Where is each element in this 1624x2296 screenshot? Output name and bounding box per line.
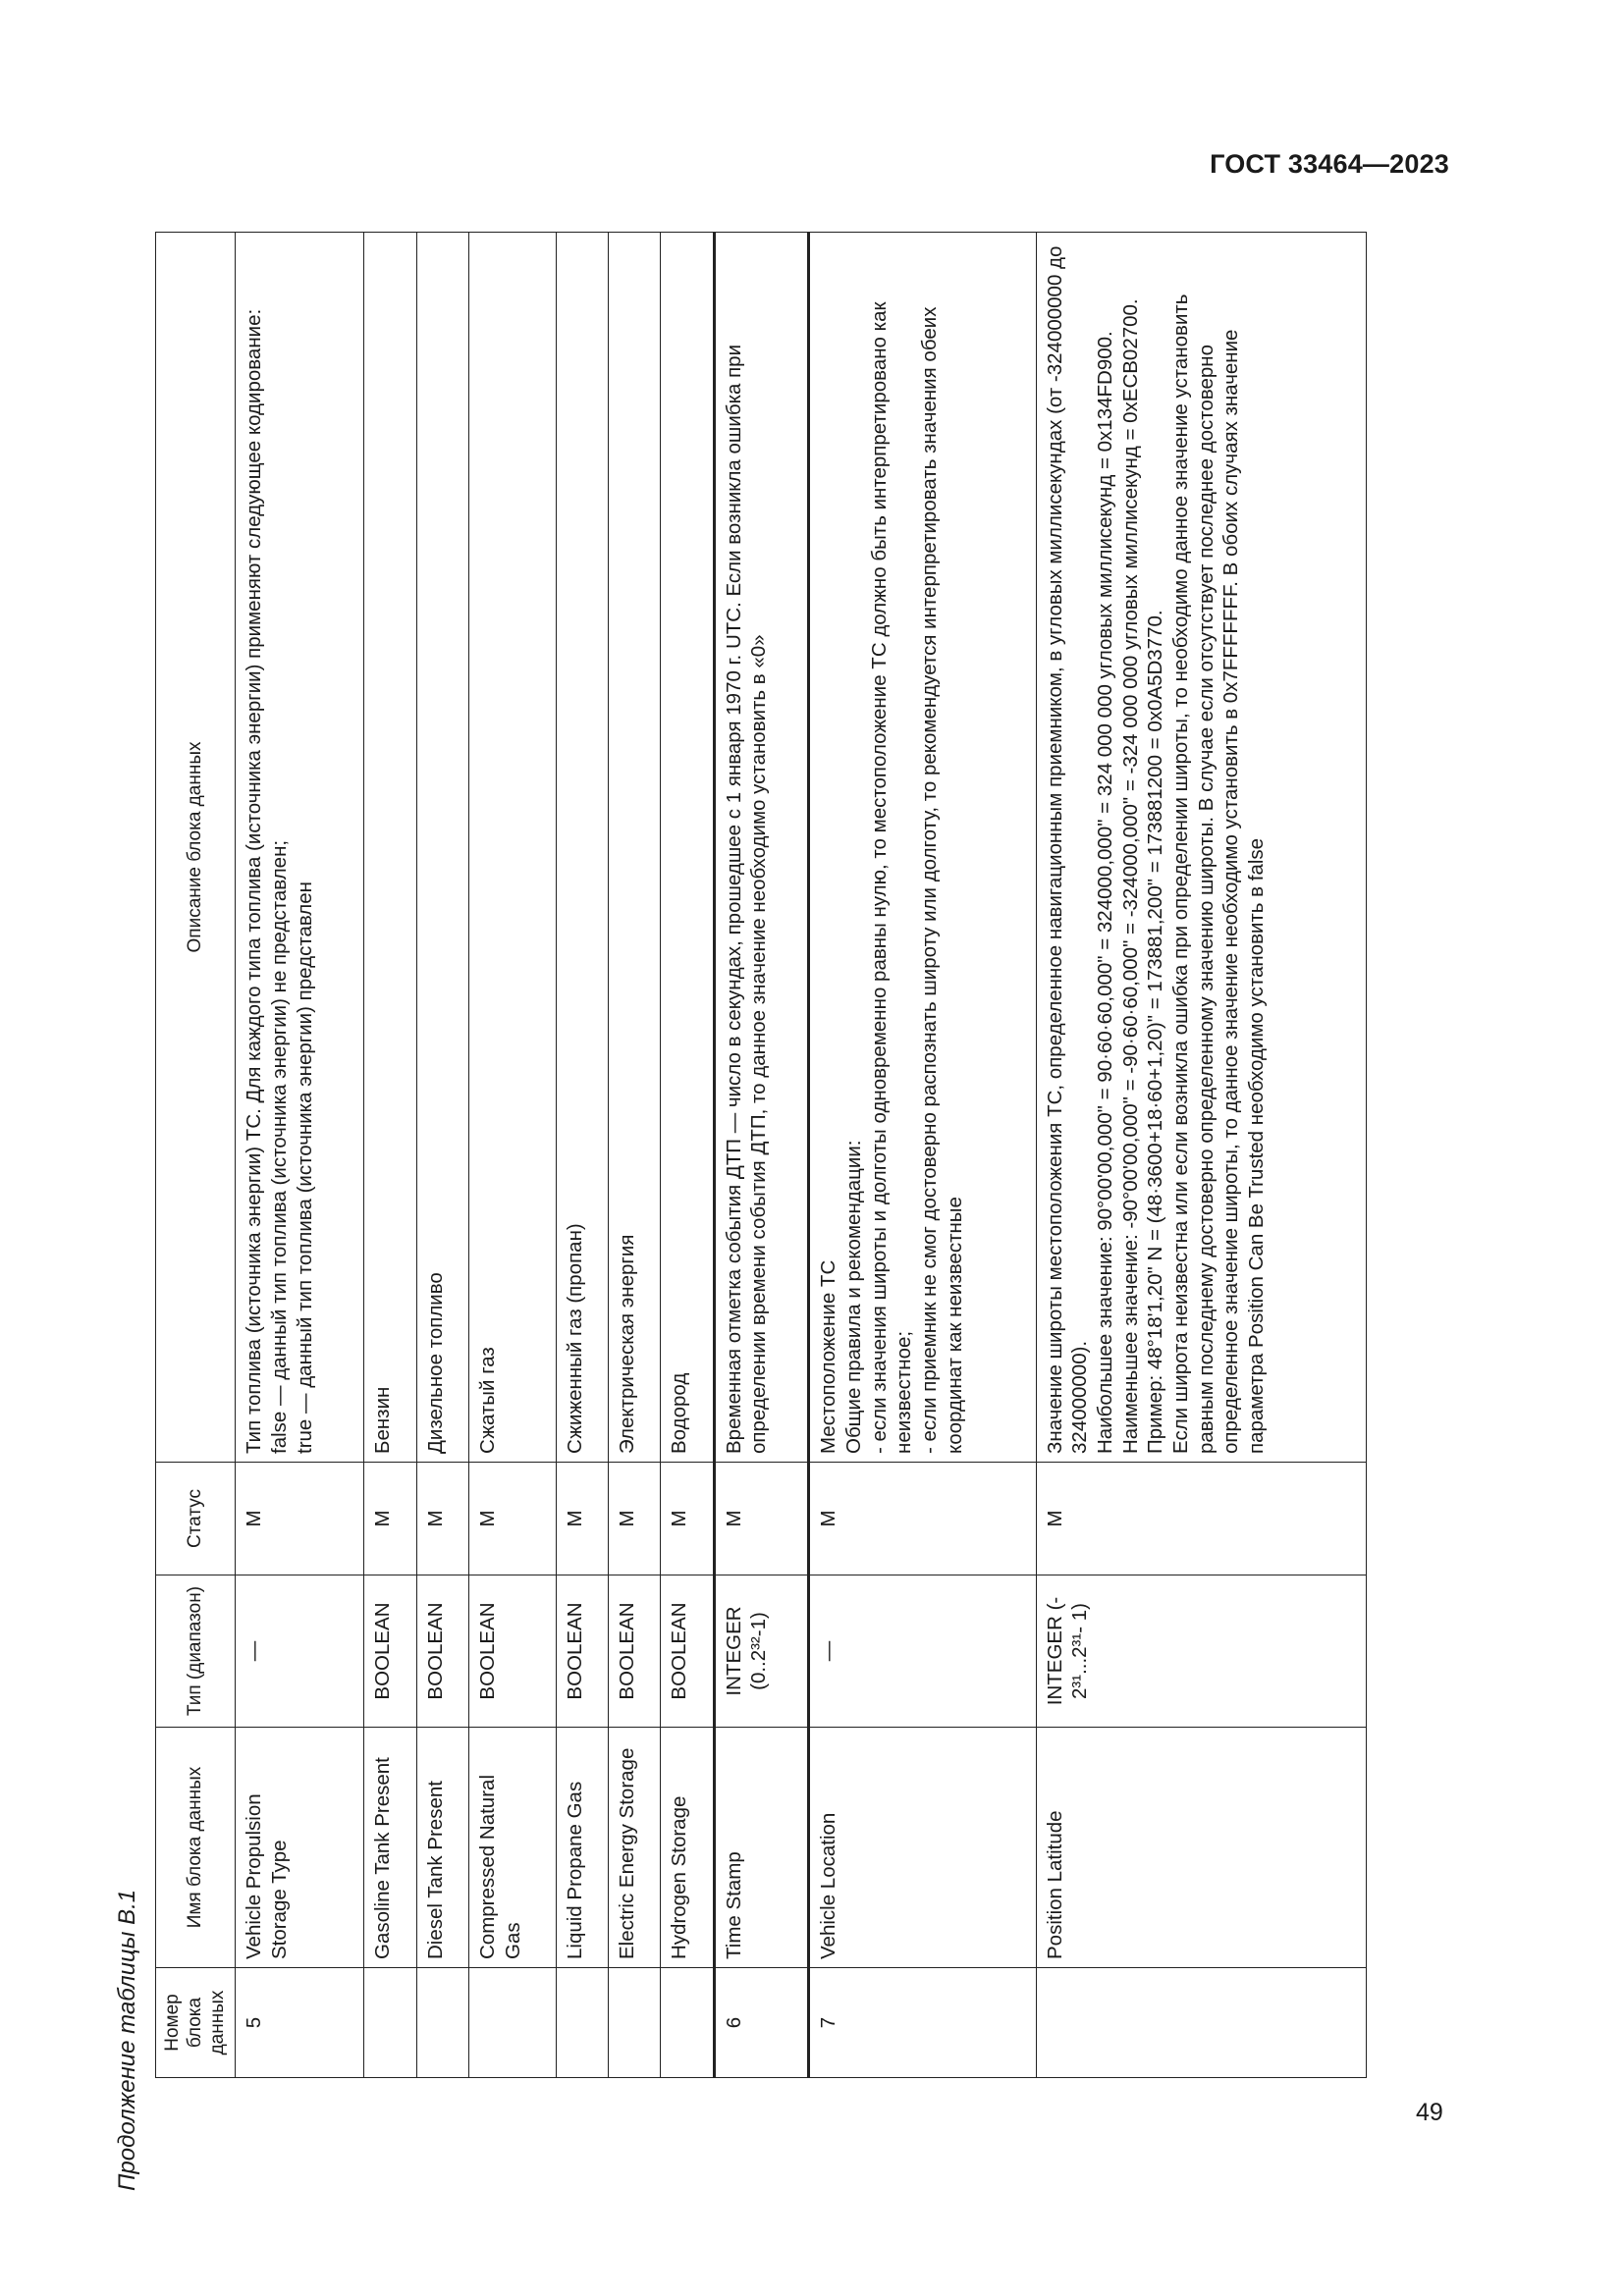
header-type: Тип (диапазон) bbox=[156, 1575, 236, 1728]
row-type: BOOLEAN bbox=[416, 1575, 468, 1728]
row-number bbox=[1036, 1968, 1366, 2078]
row-number bbox=[416, 1968, 468, 2078]
row-name: Hydrogen Storage bbox=[661, 1728, 715, 1968]
row-description bbox=[809, 233, 1036, 1463]
row-name: Gasoline Tank Present bbox=[364, 1728, 416, 1968]
table-row bbox=[1036, 233, 1366, 2078]
page-number: 49 bbox=[1416, 2099, 1443, 2126]
row-status: M bbox=[416, 1463, 468, 1575]
table-row bbox=[364, 233, 416, 2078]
row-type: BOOLEAN bbox=[469, 1575, 557, 1728]
table-row bbox=[661, 233, 715, 2078]
row-type: — bbox=[809, 1575, 1036, 1728]
description-line: Значение широты местоположения ТС, определенное навигационным приемником, в угловых миллисекундах (от -324000000 до 324000000). bbox=[1043, 245, 1092, 1454]
row-status: M bbox=[556, 1463, 608, 1575]
row-description bbox=[608, 233, 660, 1463]
rotated-table-wrapper bbox=[155, 233, 1367, 2078]
description-line: Дизельное топливо bbox=[423, 1272, 447, 1454]
description-line: Наибольшее значение: 90°00'00,000" = 90·60·60,000" = 324000,000" = 324 000 000 угловых миллисекунд = 0x134FD900. bbox=[1094, 331, 1117, 1454]
row-name: Electric Energy Storage bbox=[608, 1728, 660, 1968]
table-header-row bbox=[156, 233, 236, 2078]
row-description bbox=[469, 233, 557, 1463]
standard-code: ГОСТ 33464—2023 bbox=[1210, 149, 1449, 179]
table-row bbox=[469, 233, 557, 2078]
header-status: Статус bbox=[156, 1463, 236, 1575]
header-name: Имя блока данных bbox=[156, 1728, 236, 1968]
row-status: M bbox=[1036, 1463, 1366, 1575]
description-line: Временная отметка события ДТП — число в секундах, прошедшее с 1 января 1970 г. UTC. Если возникла ошибка при определении времени события ДТП, то данное значение необходимо установить в «0» bbox=[722, 344, 771, 1454]
row-description bbox=[236, 233, 364, 1463]
table-row bbox=[416, 233, 468, 2078]
row-name: Diesel Tank Present bbox=[416, 1728, 468, 1968]
row-status: M bbox=[236, 1463, 364, 1575]
row-type: BOOLEAN bbox=[608, 1575, 660, 1728]
row-description bbox=[556, 233, 608, 1463]
description-line: - если значения широты и долготы одновременно равны нулю, то местоположение ТС должно быть интерпретировано как неизвестное; bbox=[867, 301, 916, 1454]
row-name: Time Stamp bbox=[714, 1728, 809, 1968]
row-name: Vehicle Location bbox=[809, 1728, 1036, 1968]
row-name: Vehicle Propulsion Storage Type bbox=[236, 1728, 364, 1968]
description-line: Тип топлива (источника энергии) ТС. Для каждого типа топлива (источника энергии) применяют следующее кодирование: bbox=[243, 308, 266, 1454]
row-description bbox=[1036, 233, 1366, 1463]
table-caption: Продолжение таблицы B.1 bbox=[114, 1889, 140, 2191]
row-description bbox=[714, 233, 809, 1463]
table-row bbox=[809, 233, 1036, 2078]
row-status: M bbox=[608, 1463, 660, 1575]
description-line: Водород bbox=[668, 1372, 691, 1454]
description-line: Электрическая энергия bbox=[615, 1234, 638, 1454]
row-status: M bbox=[469, 1463, 557, 1575]
description-line: Если широта неизвестна или если возникла ошибка при определении широты, то необходимо данное значение установить равным последнему достоверно определенному значению широты. В случае если отсутствует последнее достоверно определенное значение широты, то данное значение необходимо установить в 0x7FFFFFFF. В обоих случаях значение параметра Position Can Be Trusted необходимо установить в false bbox=[1168, 294, 1268, 1454]
row-number bbox=[556, 1968, 608, 2078]
row-status: M bbox=[661, 1463, 715, 1575]
row-type: INTEGER (- 2³¹...2³¹- 1) bbox=[1036, 1575, 1366, 1728]
description-line: - если приемник не смог достоверно распознать широту или долготу, то рекомендуется интерпретировать значения обеих координат как неизвестные bbox=[917, 306, 966, 1454]
row-number bbox=[469, 1968, 557, 2078]
row-type: BOOLEAN bbox=[364, 1575, 416, 1728]
table-row bbox=[236, 233, 364, 2078]
description-line: Наименьшее значение: -90°00'00,000" = -90·60·60,000" = -324000,000" = -324 000 000 угловых миллисекунд = 0xECB02700. bbox=[1118, 298, 1142, 1454]
row-number bbox=[661, 1968, 715, 2078]
row-description bbox=[364, 233, 416, 1463]
row-status: M bbox=[364, 1463, 416, 1575]
table-row bbox=[556, 233, 608, 2078]
description-line: true — данный тип топлива (источника энергии) представлен bbox=[293, 881, 316, 1454]
row-number: 6 bbox=[714, 1968, 809, 2078]
row-type: INTEGER (0..2³²-1) bbox=[714, 1575, 809, 1728]
description-line: Пример: 48°18'1,20" N = (48·3600+18·60+1,20)" = 173881,200" = 173881200 = 0x0A5D3770. bbox=[1144, 610, 1167, 1454]
row-number bbox=[608, 1968, 660, 2078]
row-name: Position Latitude bbox=[1036, 1728, 1366, 1968]
row-type: — bbox=[236, 1575, 364, 1728]
row-type: BOOLEAN bbox=[556, 1575, 608, 1728]
description-line: Сжиженный газ (пропан) bbox=[563, 1223, 586, 1454]
row-status: M bbox=[809, 1463, 1036, 1575]
table-body bbox=[236, 233, 1367, 2078]
row-number: 5 bbox=[236, 1968, 364, 2078]
description-line: Сжатый газ bbox=[476, 1347, 499, 1454]
row-status: M bbox=[714, 1463, 809, 1575]
row-name: Compressed Natural Gas bbox=[469, 1728, 557, 1968]
table-row bbox=[714, 233, 809, 2078]
row-number bbox=[364, 1968, 416, 2078]
row-description bbox=[416, 233, 468, 1463]
description-line: Общие правила и рекомендации: bbox=[842, 1140, 866, 1454]
row-type: BOOLEAN bbox=[661, 1575, 715, 1728]
header-description: Описание блока данных bbox=[156, 233, 236, 1463]
data-blocks-table bbox=[155, 232, 1367, 2078]
row-number: 7 bbox=[809, 1968, 1036, 2078]
row-name: Liquid Propane Gas bbox=[556, 1728, 608, 1968]
table-row bbox=[608, 233, 660, 2078]
description-line: Бензин bbox=[371, 1386, 395, 1454]
row-description bbox=[661, 233, 715, 1463]
description-line: false — данный тип топлива (источника энергии) не представлен; bbox=[268, 839, 292, 1454]
description-line: Местоположение ТС bbox=[817, 1259, 840, 1454]
header-number: Номер блока данных bbox=[156, 1968, 236, 2078]
